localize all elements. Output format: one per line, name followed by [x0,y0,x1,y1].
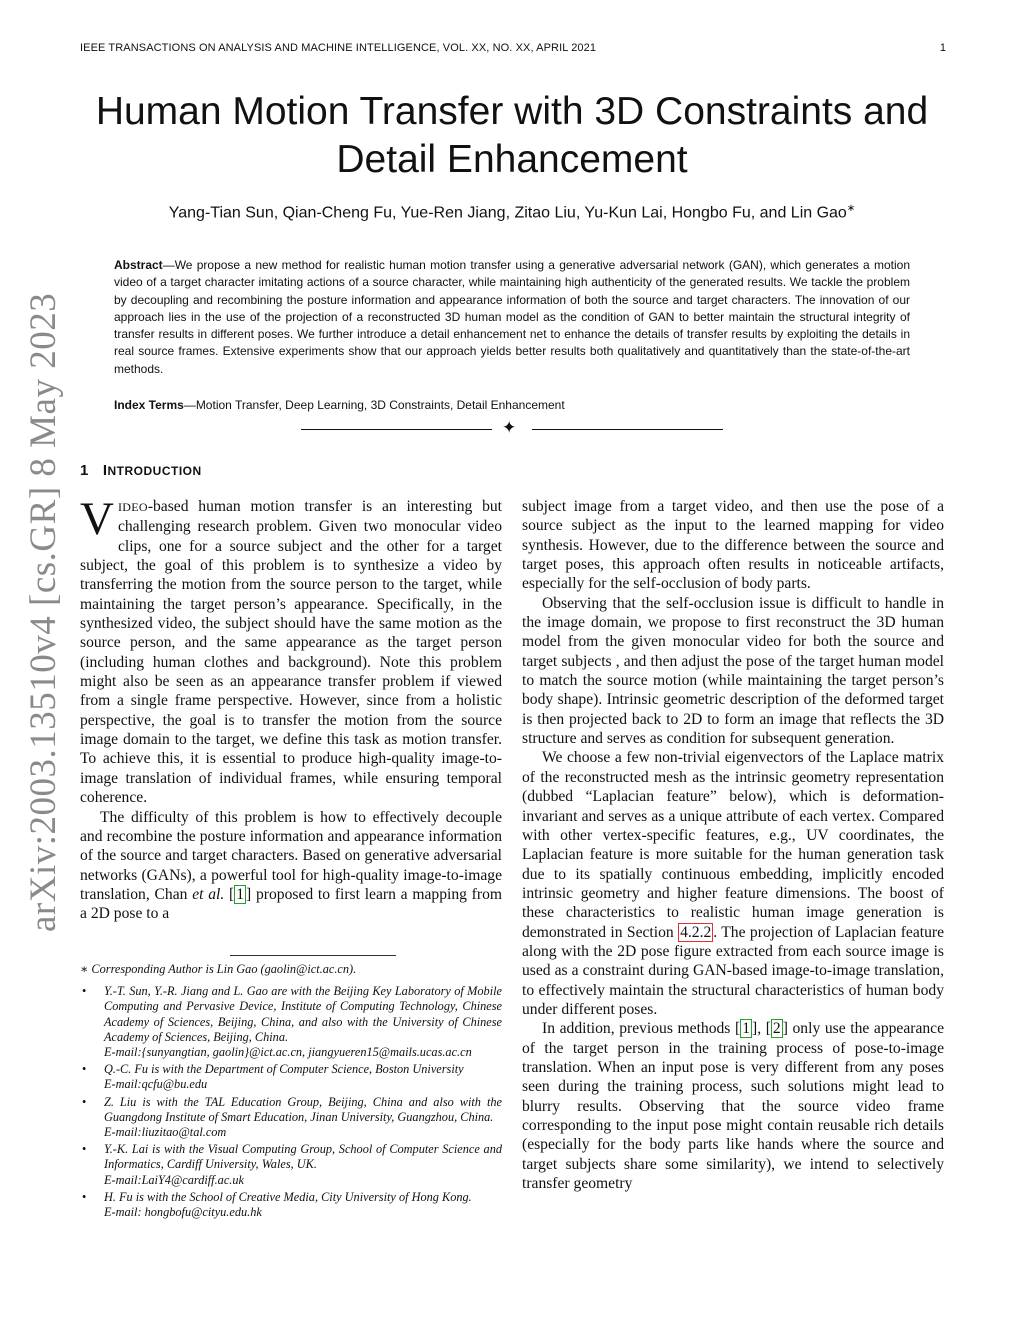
divider-line-left [301,429,492,430]
affiliation-text: H. Fu is with the School of Creative Media, City University of Hong Kong. [104,1189,472,1204]
affiliation-text: Z. Liu is with the TAL Education Group, Beijing, China and also with the Guangdong Institute of Smart Education, Jinan University, Guangzhou, China. [104,1094,502,1124]
affiliation-item [80,1190,502,1220]
citation-link[interactable]: 2 [772,1020,781,1038]
drop-cap: V [80,493,114,545]
arxiv-stamp [22,292,66,932]
section-heading [80,462,202,479]
paragraph-text: We choose a few non-trivial eigenvectors of the Laplace matrix of the reconstructed mesh as the intrinsic geometry representation (dubbed “Laplacian feature” below), which is deformation-invariant and serves as a unique attribute of each vertex. Compared with other vertex-specific features, e.g., UV coordinates, the Laplacian feature is more suitable for the human generation task due to its spatially continuous embedding, implicitly encoded intrinsic geometry and higher feature dimensions. The boost of these characteristics to realistic human image generation is demonstrated in Section [522,749,944,941]
affiliation-email: E-mail:qcfu@bu.edu [104,1077,208,1092]
bullet-icon: • [82,984,87,999]
divider-star-icon: ✦ [502,418,517,437]
affiliation-item [80,1142,502,1188]
et-al: et al. [192,885,225,903]
paragraph-text: . The projection of Laplacian feature along with the 2D pose figure extracted from each source image is used as a constraint during GAN-based image-to-image translation, to effectively maintain the structural characteristics of human body under different poses. [522,923,945,1018]
bullet-icon: • [82,1189,87,1204]
bullet-icon: • [82,1142,87,1157]
paragraph: In addition, previous methods [ 1 ], [ 2 ] only use the appearance of the target person in the training process of pose-to-image translation. When an input pose is very different from any poses seen during the training process, such solutions might lead to blurry results. Observing that the source video frame corresponding to the input pose might contain reusable rich details (especially for the body parts like hands where the source and target subjects share some similarity), we intend to selectively transfer geometry [522,1020,945,1193]
divider-line-right [532,429,723,430]
section-ref-link[interactable]: 4.2.2 [680,923,712,941]
section-title-rest: NTRODUCTION [107,464,202,478]
affiliation-text: Q.-C. Fu is with the Department of Computer Science, Boston University [104,1062,464,1077]
running-header: IEEE TRANSACTIONS ON ANALYSIS AND MACHINE INTELLIGENCE, VOL. XX, NO. XX, APRIL 2021 [80,42,597,54]
paragraph-text: The difficulty of this problem is how to effectively decouple and recombine the posture information and appearance information of the source and target characters. Based on generative adversarial networks (GANs), a powerful tool for high-quality image-to-image translation, Chan [80,808,502,903]
abstract [114,257,910,378]
affiliation-text: Y.-K. Lai is with the Visual Computing Group, School of Computer Science and Informatics, Cardiff University, Wales, UK. [104,1142,502,1172]
paragraph-text: In addition, previous methods [542,1020,735,1038]
paragraph: Observing that the self-occlusion issue is difficult to handle in the image domain, we propose to first reconstruct the 3D human model from the given monocular video for both the source and target subjects , and then adjust the pose of the target human model to match the source motion (while maintaining the target person’s body shape). Intrinsic geometric description of the deformed target is then projected back to 2D to form an image that reflects the 3D structure and serves as condition for subsequent generation. [522,594,944,748]
paragraph: The difficulty of this problem is how to effectively decouple and recombine the posture information and appearance information of the source and target characters. Based on generative adversarial networks (GANs), a powerful tool for high-quality image-to-image translation, Chan et al. [ 1 ] proposed to first learn a mapping from a 2D pose to a [80,808,502,923]
affiliation-list [80,984,502,1220]
index-terms-label: Index Terms [114,398,184,412]
footnote-rule [230,955,396,956]
corresponding-author-note: ∗ Corresponding Author is Lin Gao (gaolin@ict.ac.cn). [80,962,357,976]
citation-link[interactable]: 1 [236,885,245,903]
paragraph-text: -based human motion transfer is an interesting but challenging research problem. Given two monocular video clips, one for a source subject and the other for a target subject, the goal of this problem is to synthesize a video by transferring the motion from the source person to the target, while maintaining the target person’s appearance. Specifically, in the synthesized video, the subject should have the same motion as the source person, and the same appearance as the target person (including human clothes and background). Note this problem might also be seen as an appearance transfer problem if viewed from a single frame perspective. However, since from a holistic perspective, the goal is to transfer the motion from the source image domain to the target, we define this task as motion transfer. To achieve this, it is essential to produce high-quality image-to-image translation of individual frames, while ensuring temporal coherence. [80,498,502,807]
affiliation-email: E-mail: hongbofu@cityu.edu.hk [104,1205,262,1220]
section-number: 1 [80,462,89,479]
left-column [80,493,502,924]
index-terms [114,397,910,414]
affiliation-item [80,1095,502,1141]
paper-title: Human Motion Transfer with 3D Constraints and Detail Enhancement [95,90,929,181]
citation-link[interactable]: 1 [742,1020,750,1038]
section-divider [301,418,723,439]
paragraph-text: only use the appearance of the target person in the training process of pose-to-image translation. When an input pose is very different from any poses seen during the training process, such solutions might lead to blurry results. Observing that the source video frame corresponding to the input pose might contain reusable rich details (especially for the body parts like hands where the source and target subjects share some similarity), we intend to selectively transfer geometry [522,1020,945,1193]
right-column [522,497,944,1193]
author-list [80,203,944,222]
affiliation-item [80,984,502,1060]
footnotes [80,962,502,1222]
authors-text: Yang-Tian Sun, Qian-Cheng Fu, Yue-Ren Jiang, Zitao Liu, Yu-Kun Lai, Hongbo Fu, and Lin Gao [168,204,847,222]
paragraph-text: proposed to first learn a mapping from a 2D pose to a [80,885,502,923]
affiliation-item [80,1062,502,1092]
bullet-icon: • [82,1094,87,1109]
page-number: 1 [939,42,946,54]
abstract-label: Abstract [114,258,163,272]
paragraph [522,748,944,1019]
small-caps-word: IDEO [117,500,148,514]
citation-separator: , [757,1020,766,1038]
affiliation-email: E-mail:LaiY4@cardiff.ac.uk [104,1172,244,1187]
arxiv-stamp-text: arXiv:2003.13510v4 [cs.GR] 8 May 2023 [23,292,64,932]
index-terms-text: —Motion Transfer, Deep Learning, 3D Constraints, Detail Enhancement [183,398,565,412]
affiliation-email: E-mail:{sunyangtian, gaolin}@ict.ac.cn, jiangyueren15@mails.ucas.ac.cn [104,1045,472,1060]
corresponding-author-mark: ∗ [846,203,856,214]
abstract-text: —We propose a new method for realistic human motion transfer using a generative adversarial network (GAN), which generates a motion video of a target character imitating actions of a source character, while maintaining high authenticity of the generated results. We tackle the problem by decoupling and recombining the posture information and appearance information of both the source and target characters. The innovation of our approach lies in the use of the projection of a reconstructed 3D human model as the condition of GAN to better maintain the structural integrity of transfer results in different poses. We further introduce a detail enhancement net to enhance the details of transfer results by exploiting the details in real source frames. Extensive experiments show that our approach yields better results both qualitatively and quantitatively than the state-of-the-art methods. [114,258,910,376]
paragraph [80,493,502,808]
paragraph: subject image from a target video, and then use the pose of a source subject as the input to the learned mapping for video synthesis. However, due to the difference between the source and target poses, this approach often results in noticeable artifacts, especially for the self-occlusion of body parts. [522,498,944,593]
affiliation-text: Y.-T. Sun, Y.-R. Jiang and L. Gao are with the Beijing Key Laboratory of Mobile Computing and Pervasive Device, Institute of Computing Technology, Chinese Academy of Sciences, Beijing, China, and also with the University of Chinese Academy of Sciences, Beijing, China. [104,984,502,1044]
bullet-icon: • [82,1062,87,1077]
section-title-initial: I [102,462,108,479]
affiliation-email: E-mail:liuzitao@tal.com [104,1125,227,1140]
